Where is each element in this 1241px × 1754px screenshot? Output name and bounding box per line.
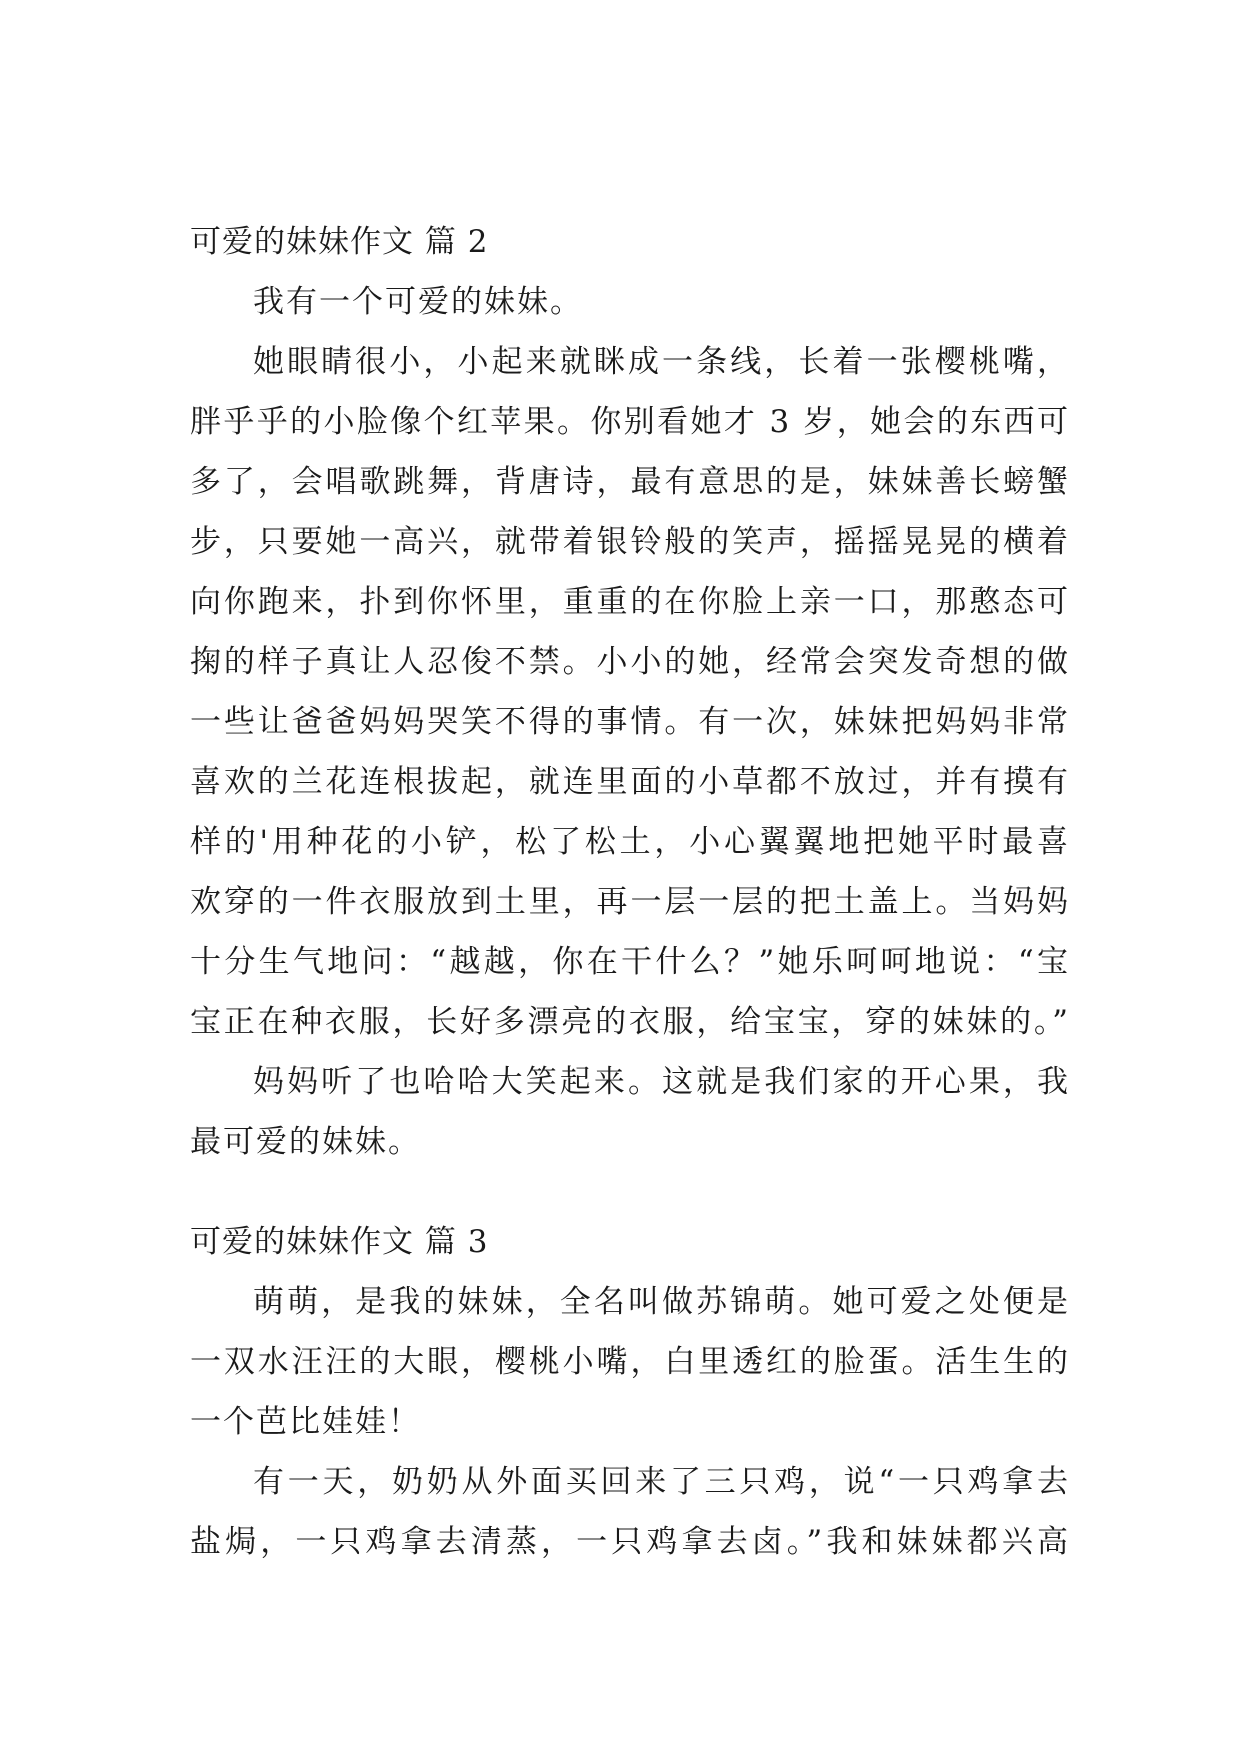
paragraph-line: 样的'用种花的小铲，松了松土，小心翼翼地把她平时最喜 xyxy=(190,824,1070,860)
paragraph-line: 一个芭比娃娃！ xyxy=(190,1404,421,1440)
paragraph-line: 欢穿的一件衣服放到土里，再一层一层的把土盖上。当妈妈 xyxy=(190,884,1070,920)
paragraph-line: 宝正在种衣服，长好多漂亮的衣服，给宝宝，穿的妹妹的。” xyxy=(190,1004,1070,1040)
paragraph-line: 一些让爸爸妈妈哭笑不得的事情。有一次，妹妹把妈妈非常 xyxy=(190,704,1070,740)
paragraph-line: 多了，会唱歌跳舞，背唐诗，最有意思的是，妹妹善长螃蟹 xyxy=(190,464,1070,500)
paragraph-line: 胖乎乎的小脸像个红苹果。你别看她才 3 岁，她会的东西可 xyxy=(190,404,1070,440)
section-3-title: 可爱的妹妹作文 篇 3 xyxy=(190,1224,489,1260)
paragraph-line: 步，只要她一高兴，就带着银铃般的笑声，摇摇晃晃的横着 xyxy=(190,524,1070,560)
paragraph-line: 一双水汪汪的大眼，樱桃小嘴，白里透红的脸蛋。活生生的 xyxy=(190,1344,1070,1380)
paragraph-line: 萌萌，是我的妹妹，全名叫做苏锦萌。她可爱之处便是 xyxy=(253,1284,1070,1320)
paragraph-line: 最可爱的妹妹。 xyxy=(190,1124,421,1160)
paragraph-line: 向你跑来，扑到你怀里，重重的在你脸上亲一口，那憨态可 xyxy=(190,584,1070,620)
paragraph-line: 妈妈听了也哈哈大笑起来。这就是我们家的开心果，我 xyxy=(253,1064,1070,1100)
paragraph-line: 盐焗，一只鸡拿去清蒸，一只鸡拿去卤。”我和妹妹都兴高 xyxy=(190,1524,1070,1560)
paragraph-line: 掬的样子真让人忍俊不禁。小小的她，经常会突发奇想的做 xyxy=(190,644,1070,680)
section-2-title: 可爱的妹妹作文 篇 2 xyxy=(190,224,489,260)
paragraph-line: 有一天，奶奶从外面买回来了三只鸡，说“一只鸡拿去 xyxy=(253,1464,1070,1500)
paragraph-line: 十分生气地问：“越越，你在干什么？”她乐呵呵地说：“宝 xyxy=(190,944,1070,980)
paragraph-line: 喜欢的兰花连根拔起，就连里面的小草都不放过，并有摸有 xyxy=(190,764,1070,800)
paragraph-line: 她眼睛很小，小起来就眯成一条线，长着一张樱桃嘴， xyxy=(253,344,1070,380)
paragraph-line: 我有一个可爱的妹妹。 xyxy=(253,284,583,320)
